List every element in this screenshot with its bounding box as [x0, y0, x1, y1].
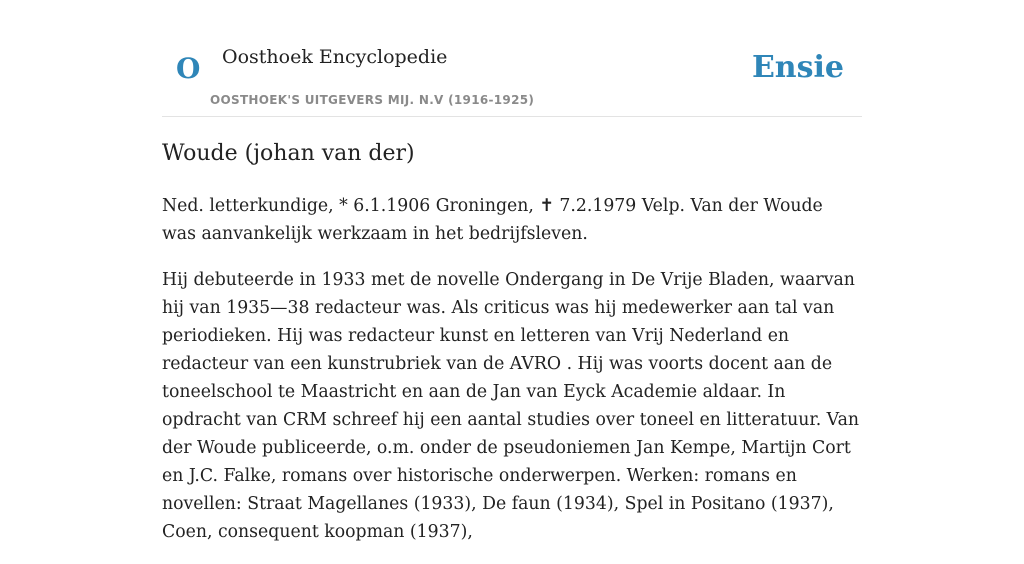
article-paragraph: Hij debuteerde in 1933 met de novelle Ondergang in De Vrije Bladen, waarvan hij van 1935—38 redacteur was. Als criticus was hij medewerker aan tal van periodieken. Hij was redacteur kunst en letteren van Vrij Nederland en redacteur van een kunstrubriek van de AVRO . Hij was voorts docent aan de toneelschool te Maastricht en aan de Jan van Eyck Academie aldaar. In opdracht van CRM schreef hij een aantal studies over toneel en litteratuur. Van der Woude publiceerde, o.m. onder de pseudoniemen Jan Kempe, Martijn Cort en J.C. Falke, romans over historische onderwerpen. Werken: romans en novellen: Straat Magellanes (1933), De faun (1934), Spel in Positano (1937), Coen, consequent koopman (1937), [162, 270, 860, 542]
site-header [162, 30, 862, 117]
article-paragraph: Ned. letterkundige, * 6.1.1906 Groningen, ✝ 7.2.1979 Velp. Van der Woude was aanvankelijk werkzaam in het bedrijfsleven. [162, 196, 823, 244]
article [162, 138, 862, 564]
encyclopedia-title[interactable]: Oosthoek Encyclopedie [222, 46, 448, 68]
encyclopedia-logo[interactable]: O [176, 52, 201, 85]
article-title: Woude (johan van der) [162, 141, 415, 166]
ensie-brand-link[interactable]: Ensie [751, 50, 844, 85]
publisher-label: OOSTHOEK'S UITGEVERS MIJ. N.V (1916-1925) [210, 93, 535, 107]
